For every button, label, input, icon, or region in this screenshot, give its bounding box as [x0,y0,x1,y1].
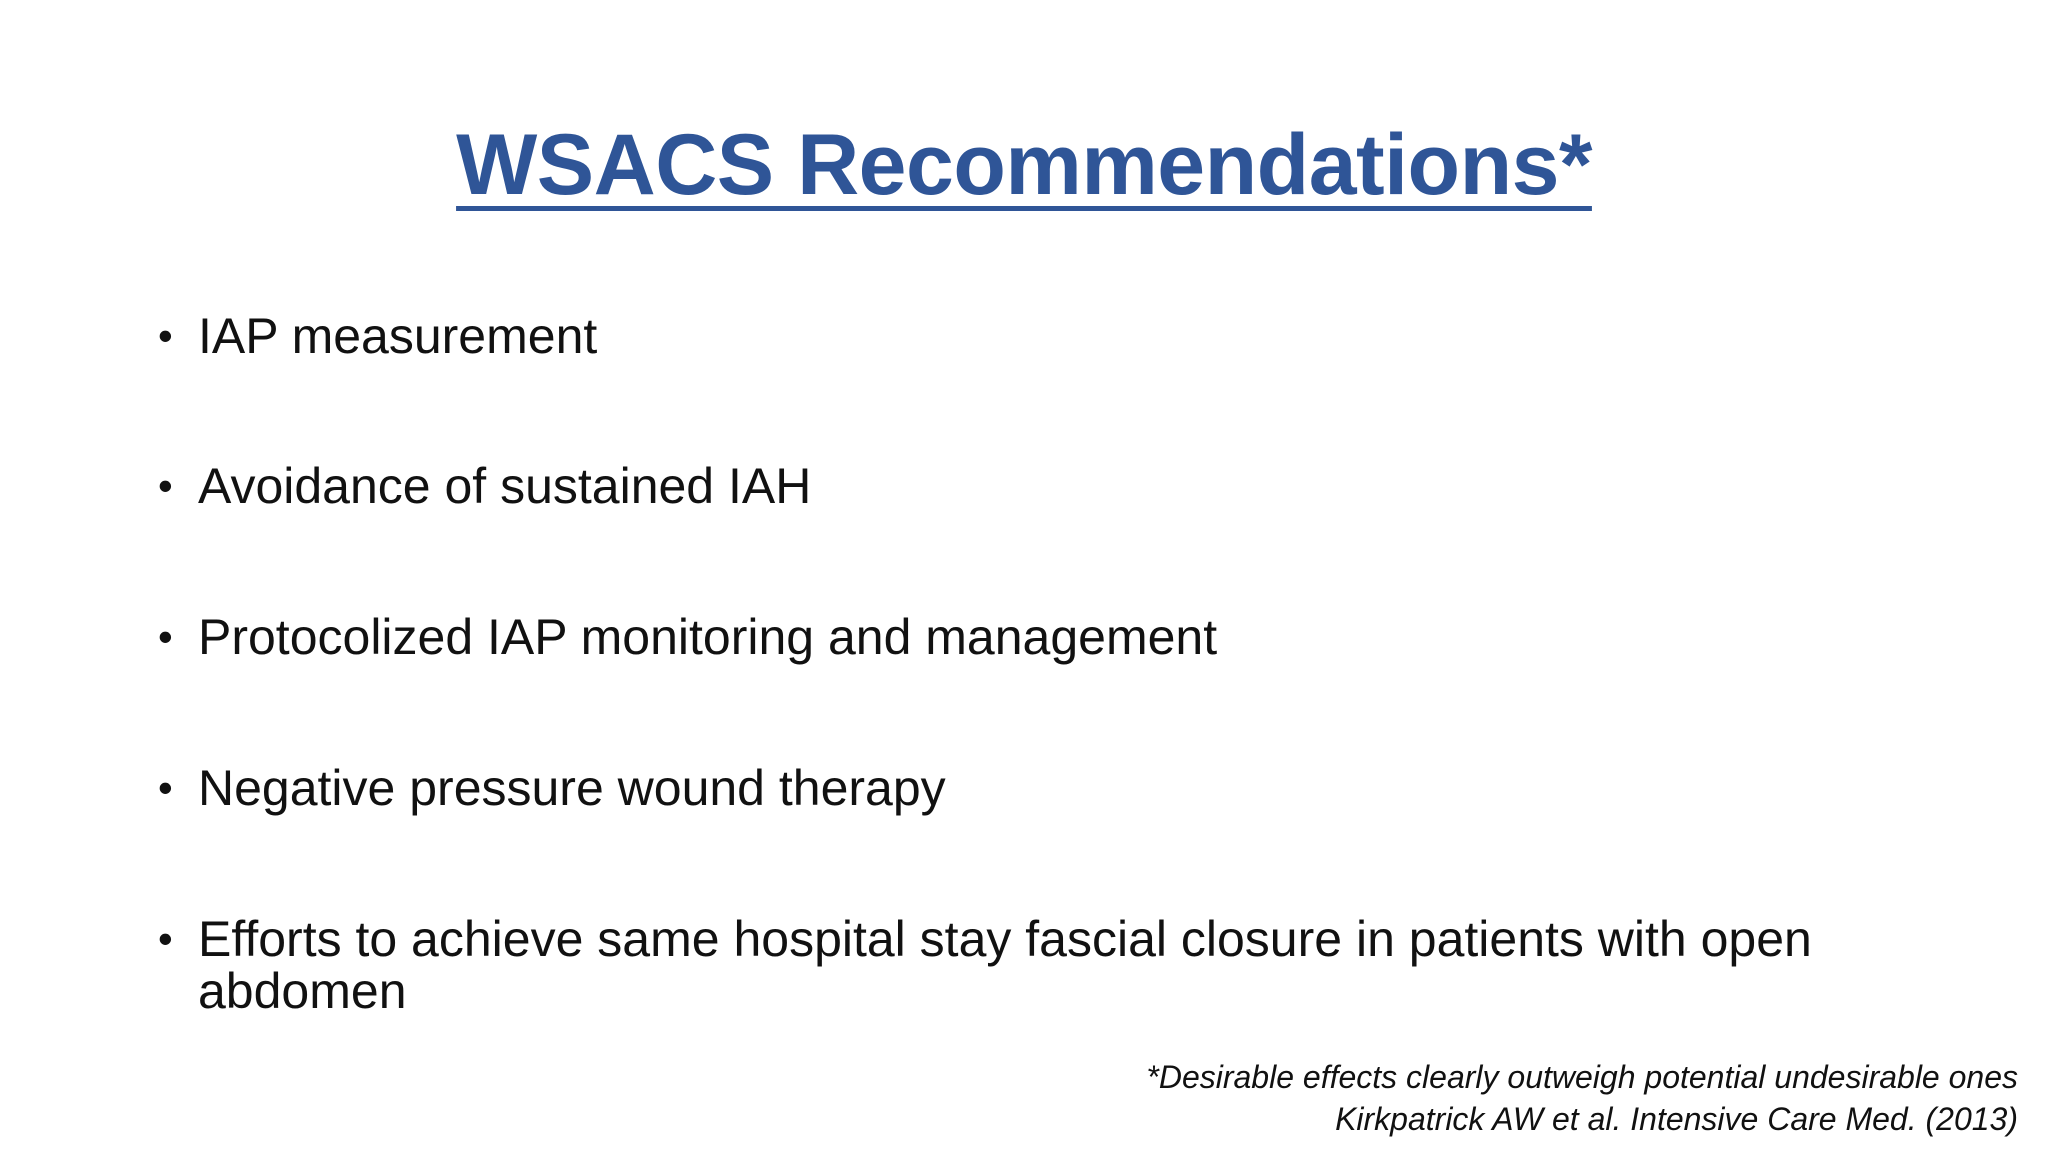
footnote-desirable-effects: *Desirable effects clearly outweigh potential undesirable ones [1146,1059,2018,1095]
footnote-citation: Kirkpatrick AW et al. Intensive Care Med. (2013) [1335,1101,2018,1137]
bullet-icon: • [158,764,173,811]
bullet-text: Negative pressure wound therapy [198,760,946,816]
bullet-icon: • [158,462,173,509]
bullet-item-protocolized-monitoring [158,611,1217,663]
bullet-text: Protocolized IAP monitoring and management [198,609,1218,665]
bullet-text: Avoidance of sustained IAH [198,458,812,514]
slide-title-text: WSACS Recommendations* [456,117,1592,213]
bullet-text: IAP measurement [198,308,598,364]
bullet-icon: • [158,613,173,660]
bullet-item-avoidance-iah [158,460,811,512]
bullet-item-negative-pressure [158,762,946,814]
bullet-icon: • [158,312,173,359]
bullet-item-fascial-closure [158,913,1958,1017]
slide-title [0,118,2048,213]
bullet-item-iap-measurement [158,310,597,362]
bullet-text: Efforts to achieve same hospital stay fascial closure in patients with open abdomen [198,911,1812,1019]
bullet-icon: • [158,915,173,962]
